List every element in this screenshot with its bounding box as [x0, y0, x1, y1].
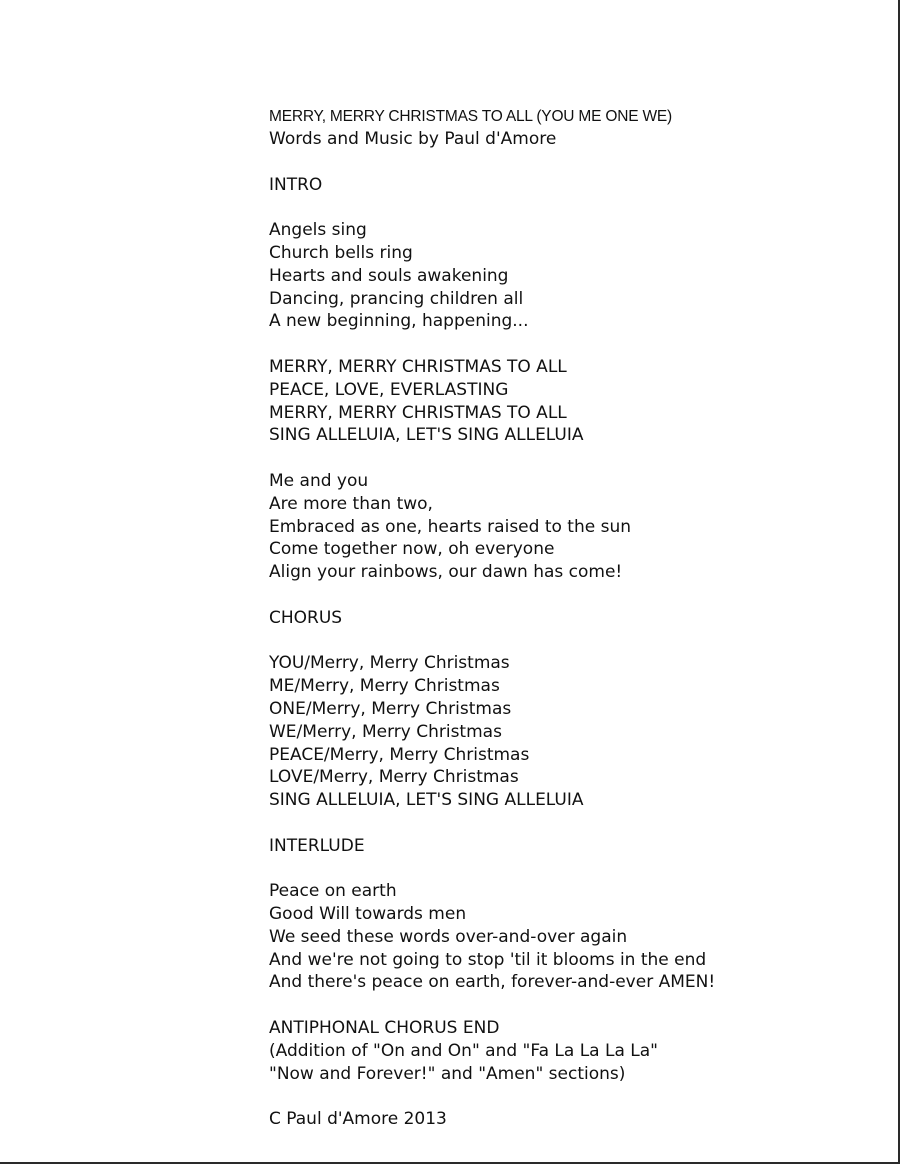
spacer — [269, 584, 715, 607]
lyrics-sheet — [269, 106, 715, 1131]
lyric-line: SING ALLELUIA, LET'S SING ALLELUIA — [269, 790, 584, 811]
chorus-heading: CHORUS — [269, 607, 343, 628]
lyric-line: And we're not going to stop 'til it blooms in the end — [269, 949, 707, 970]
lyric-line: ONE/Merry, Merry Christmas — [269, 698, 512, 719]
chorus — [269, 652, 715, 812]
lyric-line: "Now and Forever!" and "Amen" sections) — [269, 1063, 626, 1084]
lyric-line: WE/Merry, Merry Christmas — [269, 721, 502, 742]
song-credit: Words and Music by Paul d'Amore — [269, 129, 557, 149]
interlude-heading: INTERLUDE — [269, 835, 365, 856]
ending-heading: ANTIPHONAL CHORUS END — [269, 1018, 500, 1039]
interlude — [269, 880, 715, 994]
spacer — [269, 333, 715, 356]
copyright-notice: C Paul d'Amore 2013 — [269, 1109, 447, 1130]
lyric-line: Hearts and souls awakening — [269, 265, 509, 286]
verse-1 — [269, 219, 715, 333]
lyric-line: Me and you — [269, 470, 369, 491]
lyric-line: ME/Merry, Merry Christmas — [269, 676, 500, 697]
spacer — [269, 151, 715, 174]
verse-2 — [269, 470, 715, 584]
lyric-line: A new beginning, happening... — [269, 311, 529, 332]
spacer — [269, 447, 715, 470]
refrain — [269, 356, 715, 447]
lyric-line: Come together now, oh everyone — [269, 539, 555, 560]
lyric-line: Dancing, prancing children all — [269, 288, 524, 309]
spacer — [269, 858, 715, 881]
spacer — [269, 994, 715, 1017]
song-title: MERRY, MERRY CHRISTMAS TO ALL (YOU ME ONE WE) — [269, 108, 672, 125]
spacer — [269, 196, 715, 219]
ending — [269, 1017, 715, 1085]
lyric-line: Embraced as one, hearts raised to the sun — [269, 516, 632, 537]
intro-heading: INTRO — [269, 174, 323, 195]
lyric-line: YOU/Merry, Merry Christmas — [269, 653, 510, 674]
lyric-line: And there's peace on earth, forever-and-ever AMEN! — [269, 972, 716, 993]
lyric-line: Are more than two, — [269, 493, 433, 514]
lyric-line: MERRY, MERRY CHRISTMAS TO ALL — [269, 356, 567, 377]
lyric-line: PEACE/Merry, Merry Christmas — [269, 744, 530, 765]
lyric-line: SING ALLELUIA, LET'S SING ALLELUIA — [269, 425, 584, 446]
lyric-line: Peace on earth — [269, 881, 397, 902]
lyric-line: Angels sing — [269, 220, 367, 241]
lyric-line: (Addition of "On and On" and "Fa La La La La" — [269, 1040, 658, 1061]
spacer — [269, 812, 715, 835]
spacer — [269, 1085, 715, 1108]
lyric-line: LOVE/Merry, Merry Christmas — [269, 767, 519, 788]
lyric-line: PEACE, LOVE, EVERLASTING — [269, 379, 509, 400]
lyric-line: Align your rainbows, our dawn has come! — [269, 562, 623, 583]
lyric-line: MERRY, MERRY CHRISTMAS TO ALL — [269, 402, 567, 423]
spacer — [269, 630, 715, 653]
lyric-line: Church bells ring — [269, 242, 413, 263]
lyric-line: We seed these words over-and-over again — [269, 926, 628, 947]
lyric-line: Good Will towards men — [269, 904, 467, 925]
